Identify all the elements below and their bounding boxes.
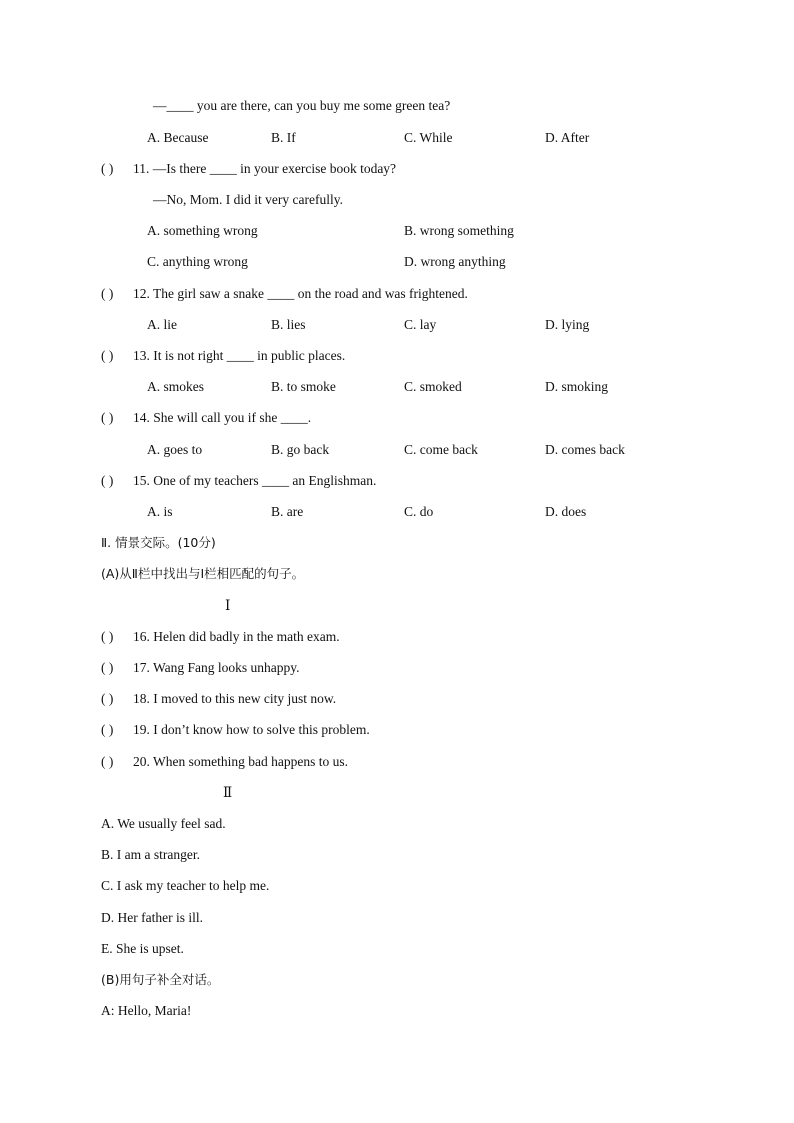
q10-option-b: B. If — [271, 130, 296, 145]
q14-question: 14. She will call you if she ____. — [133, 410, 312, 425]
q13-option-a: A. smokes — [147, 379, 204, 394]
q10-option-a: A. Because — [147, 130, 209, 145]
column-one-label: Ⅰ — [225, 598, 231, 613]
q11-option-b: B. wrong something — [404, 223, 514, 238]
q12-answer-blank: ( ) — [101, 286, 114, 301]
q14-option-c: C. come back — [404, 442, 478, 457]
q13-option-c: C. smoked — [404, 379, 462, 394]
q10-question: —____ you are there, can you buy me some green tea? — [153, 98, 451, 113]
q12-question: 12. The girl saw a snake ____ on the road and was frightened. — [133, 286, 468, 301]
q13-question: 13. It is not right ____ in public places. — [133, 348, 346, 363]
q20-text: 20. When something bad happens to us. — [133, 754, 348, 769]
q14-option-d: D. comes back — [545, 442, 625, 457]
q15-question: 15. One of my teachers ____ an Englishman. — [133, 473, 377, 488]
q16-text: 16. Helen did badly in the math exam. — [133, 629, 340, 644]
q12-option-a: A. lie — [147, 317, 177, 332]
q12-option-b: B. lies — [271, 317, 306, 332]
dialog-line-1: A: Hello, Maria! — [101, 1003, 192, 1018]
q18-text: 18. I moved to this new city just now. — [133, 691, 337, 706]
q14-answer-blank: ( ) — [101, 410, 114, 425]
q14-option-b: B. go back — [271, 442, 330, 457]
q15-option-a: A. is — [147, 504, 173, 519]
q14-option-a: A. goes to — [147, 442, 203, 457]
q13-answer-blank: ( ) — [101, 348, 114, 363]
part-b-instructions: (B)用句子补全对话。 — [101, 972, 220, 987]
q20-answer-blank: ( ) — [101, 754, 114, 769]
q16-answer-blank: ( ) — [101, 629, 114, 644]
q15-option-d: D. does — [545, 504, 587, 519]
q19-text: 19. I don’t know how to solve this problem. — [133, 722, 370, 737]
q11-answer-line: —No, Mom. I did it very carefully. — [153, 192, 343, 207]
q18-answer-blank: ( ) — [101, 691, 114, 706]
q11-answer-blank: ( ) — [101, 161, 114, 176]
q10-option-d: D. After — [545, 130, 590, 145]
q11-question: 11. —Is there ____ in your exercise book today? — [133, 161, 397, 176]
q17-text: 17. Wang Fang looks unhappy. — [133, 660, 300, 675]
column-two-label: Ⅱ — [223, 785, 233, 800]
match-option-c: C. I ask my teacher to help me. — [101, 878, 270, 893]
q15-answer-blank: ( ) — [101, 473, 114, 488]
q10-option-c: C. While — [404, 130, 453, 145]
part-a-instructions: (A)从Ⅱ栏中找出与Ⅰ栏相匹配的句子。 — [101, 566, 305, 581]
match-option-d: D. Her father is ill. — [101, 910, 203, 925]
match-option-b: B. I am a stranger. — [101, 847, 200, 862]
match-option-a: A. We usually feel sad. — [101, 816, 226, 831]
q15-option-b: B. are — [271, 504, 304, 519]
q12-option-c: C. lay — [404, 317, 437, 332]
q17-answer-blank: ( ) — [101, 660, 114, 675]
q12-option-d: D. lying — [545, 317, 590, 332]
q11-option-a: A. something wrong — [147, 223, 258, 238]
q11-option-d: D. wrong anything — [404, 254, 506, 269]
q19-answer-blank: ( ) — [101, 722, 114, 737]
section-heading: Ⅱ. 情景交际。(10分) — [101, 535, 216, 550]
q11-option-c: C. anything wrong — [147, 254, 248, 269]
q13-option-b: B. to smoke — [271, 379, 336, 394]
match-option-e: E. She is upset. — [101, 941, 184, 956]
q15-option-c: C. do — [404, 504, 434, 519]
q13-option-d: D. smoking — [545, 379, 609, 394]
